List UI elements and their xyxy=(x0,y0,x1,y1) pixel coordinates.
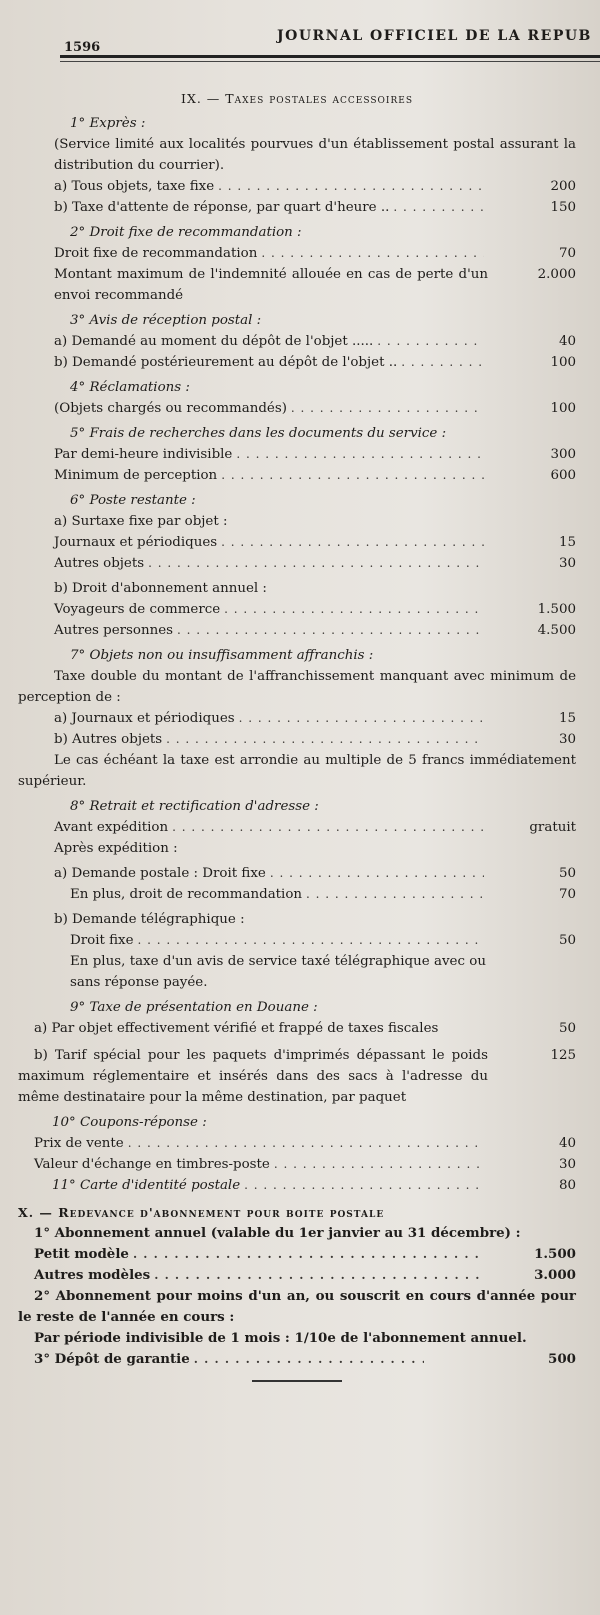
restante-journaux-label: Journaux et périodiques xyxy=(54,535,218,550)
leader-dots xyxy=(401,354,484,371)
page-header xyxy=(0,0,600,90)
retrait-b-droit-value: 50 xyxy=(558,933,576,948)
retrait-avant-label: Avant expédition xyxy=(54,820,169,835)
retrait-avant-value: gratuit xyxy=(529,820,576,835)
restante-voyageurs-row xyxy=(18,599,576,620)
leader-dots xyxy=(244,1177,484,1194)
leader-dots xyxy=(172,819,484,836)
avis-b-label: b) Demandé postérieurement au dépôt de l'objet .. xyxy=(54,355,398,370)
affranchis-a-value: 15 xyxy=(558,711,576,726)
restante-voyageurs-value: 1.500 xyxy=(537,602,576,617)
leader-dots xyxy=(393,199,484,216)
restante-heading: 6° Poste restante : xyxy=(70,493,196,508)
recherches-line2-value: 600 xyxy=(550,468,576,483)
douane-b-value: 125 xyxy=(550,1048,576,1063)
section-x-petit-value: 1.500 xyxy=(534,1246,576,1262)
section-x-moins-an: 2° Abonnement pour moins d'un an, ou souscrit en cours d'année pour le reste de l'année en cours : xyxy=(18,1288,576,1325)
recherches-line1-value: 300 xyxy=(550,447,576,462)
restante-autres-row xyxy=(18,553,576,574)
affranchis-note: Le cas échéant la taxe est arrondie au multiple de 5 francs immédiatement supérieur. xyxy=(18,753,576,789)
coupons-prix-row xyxy=(18,1133,576,1154)
recommandation-row-2 xyxy=(18,264,576,306)
coupons-prix-value: 40 xyxy=(558,1136,576,1151)
restante-personnes-label: Autres personnes xyxy=(54,623,174,638)
carte-heading: 11° Carte d'identité postale xyxy=(52,1178,241,1193)
restante-journaux-row xyxy=(18,532,576,553)
retrait-heading: 8° Retrait et rectification d'adresse : xyxy=(70,799,319,814)
affranchis-intro: Taxe double du montant de l'affranchissement manquant avec minimum de perception de : xyxy=(18,669,576,705)
retrait-a-row xyxy=(18,863,576,884)
recherches-line1-label: Par demi-heure indivisible xyxy=(54,447,233,462)
section-x-title: X. — Redevance d'abonnement pour boite postale xyxy=(18,1205,385,1220)
leader-dots xyxy=(377,333,484,350)
coupons-valeur-row xyxy=(18,1154,576,1175)
retrait-b-label: b) Demande télégraphique : xyxy=(54,912,245,927)
retrait-b-droit-label: Droit fixe xyxy=(70,933,134,948)
reclamations-label: (Objets chargés ou recommandés) xyxy=(54,401,287,416)
recherches-heading: 5° Frais de recherches dans les documents du service : xyxy=(70,426,447,441)
retrait-a-value: 50 xyxy=(558,866,576,881)
leader-dots xyxy=(224,601,484,618)
leader-dots xyxy=(239,710,484,727)
restante-personnes-value: 4.500 xyxy=(537,623,576,638)
express-b-label: b) Taxe d'attente de réponse, par quart d'heure .. xyxy=(54,200,390,215)
affranchis-a-row xyxy=(18,708,576,729)
carte-row xyxy=(18,1175,576,1196)
section-x-depot-label: 3° Dépôt de garantie xyxy=(34,1351,190,1367)
retrait-avant-row xyxy=(18,817,576,838)
recommandation-heading: 2° Droit fixe de recommandation : xyxy=(70,225,302,240)
recommandation-line1-label: Droit fixe de recommandation xyxy=(54,246,258,261)
express-note: (Service limité aux localités pourvues d'un établissement postal assurant la distribution du courrier). xyxy=(54,137,576,173)
leader-dots xyxy=(166,731,484,748)
affranchis-b-row xyxy=(18,729,576,750)
section-x-autres-row xyxy=(18,1265,576,1286)
restante-autres-value: 30 xyxy=(558,556,576,571)
avis-a-label: a) Demandé au moment du dépôt de l'objet ..... xyxy=(54,334,374,349)
leader-dots xyxy=(218,178,484,195)
avis-b-row xyxy=(18,352,576,373)
douane-b-row xyxy=(18,1045,576,1108)
leader-dots xyxy=(128,1135,484,1152)
reclamations-value: 100 xyxy=(550,401,576,416)
express-heading: 1° Exprès : xyxy=(70,116,146,131)
header-rule-thin xyxy=(60,61,600,62)
reclamations-row xyxy=(18,398,576,419)
leader-dots xyxy=(133,1246,484,1263)
express-a-label: a) Tous objets, taxe fixe xyxy=(54,179,215,194)
section-x-petit-row xyxy=(18,1244,576,1265)
retrait-a-plus-value: 70 xyxy=(558,887,576,902)
avis-heading: 3° Avis de réception postal : xyxy=(70,313,262,328)
retrait-apres-label: Après expédition : xyxy=(54,841,178,856)
retrait-a-label: a) Demande postale : Droit fixe xyxy=(54,866,266,881)
recherches-row-2 xyxy=(18,465,576,486)
leader-dots xyxy=(221,467,484,484)
express-a-value: 200 xyxy=(550,179,576,194)
reclamations-heading: 4° Réclamations : xyxy=(70,380,190,395)
douane-a-row xyxy=(18,1018,576,1039)
retrait-b-plus: En plus, taxe d'un avis de service taxé télégraphique avec ou sans réponse payée. xyxy=(70,954,486,990)
section-x-autres-label: Autres modèles xyxy=(34,1267,151,1283)
text-column xyxy=(18,86,576,1382)
avis-b-value: 100 xyxy=(550,355,576,370)
leader-dots xyxy=(306,886,484,903)
section-x-depot-value: 500 xyxy=(548,1351,576,1367)
leader-dots xyxy=(236,446,484,463)
leader-dots xyxy=(221,534,484,551)
coupons-valeur-label: Valeur d'échange en timbres-poste xyxy=(34,1157,270,1172)
express-b-row xyxy=(18,197,576,218)
coupons-prix-label: Prix de vente xyxy=(34,1136,124,1151)
recommandation-line2-value: 2.000 xyxy=(537,267,576,282)
page-number: 1596 xyxy=(64,40,101,55)
affranchis-b-value: 30 xyxy=(558,732,576,747)
end-rule xyxy=(252,1380,342,1382)
leader-dots xyxy=(270,865,484,882)
retrait-a-plus-row xyxy=(18,884,576,905)
recommandation-line2-text: Montant maximum de l'indemnité allouée en cas de perte d'un envoi recommandé xyxy=(54,267,488,303)
recherches-line2-label: Minimum de perception xyxy=(54,468,218,483)
recherches-row-1 xyxy=(18,444,576,465)
avis-a-row xyxy=(18,331,576,352)
leader-dots xyxy=(177,622,484,639)
restante-voyageurs-label: Voyageurs de commerce xyxy=(54,602,221,617)
section-x-autres-value: 3.000 xyxy=(534,1267,576,1283)
leader-dots xyxy=(154,1267,484,1284)
affranchis-heading: 7° Objets non ou insuffisamment affranchis : xyxy=(70,648,374,663)
affranchis-a-label: a) Journaux et périodiques xyxy=(54,711,235,726)
affranchis-b-label: b) Autres objets xyxy=(54,732,163,747)
section-x-depot-row xyxy=(18,1349,576,1370)
journal-title: JOURNAL OFFICIEL DE LA REPUB xyxy=(277,28,592,44)
douane-heading: 9° Taxe de présentation en Douane : xyxy=(70,1000,318,1015)
express-b-value: 150 xyxy=(550,200,576,215)
section-ix-title: IX. — Taxes postales accessoires xyxy=(181,91,413,106)
recommandation-line1-value: 70 xyxy=(558,246,576,261)
avis-a-value: 40 xyxy=(558,334,576,349)
express-a-row xyxy=(18,176,576,197)
douane-a-text: a) Par objet effectivement vérifié et frappé de taxes fiscales xyxy=(34,1021,439,1036)
coupons-valeur-value: 30 xyxy=(558,1157,576,1172)
leader-dots xyxy=(138,932,484,949)
section-x-abonnement-annuel: 1° Abonnement annuel (valable du 1er janvier au 31 décembre) : xyxy=(34,1225,521,1241)
section-x-petit-label: Petit modèle xyxy=(34,1246,129,1262)
leader-dots xyxy=(274,1156,484,1173)
coupons-heading: 10° Coupons-réponse : xyxy=(52,1115,207,1130)
carte-value: 80 xyxy=(558,1178,576,1193)
header-rule xyxy=(60,55,600,58)
leader-dots xyxy=(148,555,484,572)
leader-dots xyxy=(194,1351,424,1368)
restante-b-label: b) Droit d'abonnement annuel : xyxy=(54,581,267,596)
section-x-periode: Par période indivisible de 1 mois : 1/10e de l'abonnement annuel. xyxy=(34,1330,527,1346)
douane-a-value: 50 xyxy=(558,1021,576,1036)
leader-dots xyxy=(291,400,484,417)
restante-a-label: a) Surtaxe fixe par objet : xyxy=(54,514,228,529)
restante-autres-label: Autres objets xyxy=(54,556,145,571)
recommandation-row-1 xyxy=(18,243,576,264)
leader-dots xyxy=(261,245,484,262)
retrait-a-plus-label: En plus, droit de recommandation xyxy=(70,887,303,902)
restante-journaux-value: 15 xyxy=(558,535,576,550)
douane-b-text: b) Tarif spécial pour les paquets d'imprimés dépassant le poids maximum réglementaire et insérés dans des sacs à l'adresse du même destinataire pour la même destination, par paquet xyxy=(18,1048,488,1105)
retrait-b-droit-row xyxy=(18,930,576,951)
restante-personnes-row xyxy=(18,620,576,641)
